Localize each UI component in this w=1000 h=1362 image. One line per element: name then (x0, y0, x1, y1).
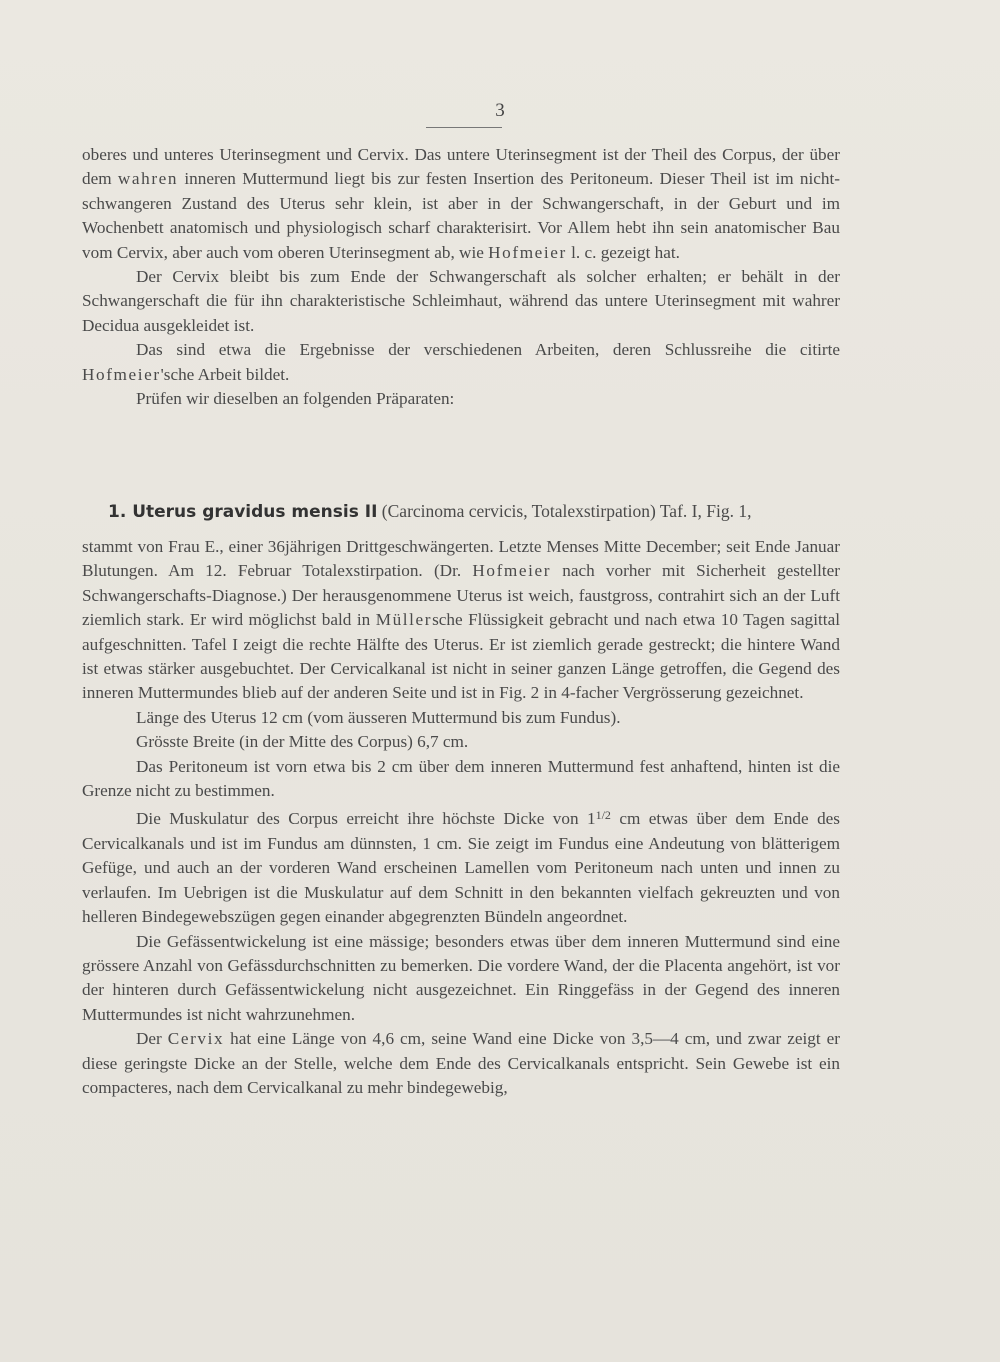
page-number-rule (426, 127, 502, 128)
body-paragraph-6: Die Gefässentwickelung ist eine mässige; besonders etwas über dem inneren Muttermund sind eine grössere Anzahl von Gefässdurchschnitten zu bemerken. Die vordere Wand, der die Placenta angehört, ist vor der hinteren durch Gefässentwickelung nicht ausgezeichnet. Ein Ringgefäss in der Gegend des inneren Muttermundes ist nicht wahrzunehmen. (82, 931, 840, 1024)
intro-paragraph-2: Der Cervix bleibt bis zum Ende der Schwangerschaft als solcher erhalten; er behält in der Schwangerschaft die für ihn charakteristische Schleimhaut, während das untere Uterinsegment mit wahrer Decidua ausgekleidet ist. (82, 267, 840, 335)
body-paragraph-3: Grösste Breite (in der Mitte des Corpus) 6,7 cm. (136, 732, 469, 752)
intro-text (82, 143, 840, 411)
body-paragraph-2: Länge des Uterus 12 cm (vom äusseren Muttermund bis zum Fundus). (136, 707, 621, 727)
section-heading (108, 498, 848, 525)
body-text (82, 535, 840, 1100)
page-number: 3 (495, 100, 505, 121)
intro-paragraph-1: oberes und unteres Uterinsegment und Cervix. Das untere Uterinsegment ist der Theil des Corpus, der über dem wahren inneren Muttermund liegt bis zur festen Insertion des Peritoneum. Dieser Theil ist im nicht-schwangeren Zustand des Uterus sehr klein, ist aber in der Schwangerschaft, in der Geburt und im Wochenbett anatomisch und physiologisch scharf charakterisirt. Vor Allem hebt ihn sein anatomischer Bau vom Cervix, aber auch vom oberen Uterinsegment ab, wie Hofmeier l. c. gezeigt hat. (82, 145, 840, 262)
intro-paragraph-3: Das sind etwa die Ergebnisse der verschiedenen Arbeiten, deren Schlussreihe die citirte Hofmeier'sche Arbeit bildet. (82, 340, 840, 384)
intro-paragraph-4: Prüfen wir dieselben an folgenden Präparaten: (136, 389, 455, 409)
body-paragraph-7: Der Cervix hat eine Länge von 4,6 cm, seine Wand eine Dicke von 3,5—4 cm, und zwar zeigt er diese geringste Dicke an der Stelle, welche dem Ende des Cervicalkanals entspricht. Sein Gewebe ist ein compacteres, nach dem Cervicalkanal zu mehr bindegewebig, (82, 1029, 841, 1097)
body-paragraph-4: Das Peritoneum ist vorn etwa bis 2 cm über dem inneren Muttermund fest anhaftend, hinten ist die Grenze nicht zu bestimmen. (82, 756, 840, 801)
body-paragraph-5: Die Muskulatur des Corpus erreicht ihre höchste Dicke von $1^{1/2}$ cm etwas über dem Ende des Cervicalkanals und ist im Fundus am dünnsten, 1 cm. Sie zeigt im Fundus eine Andeutung von blätterigem Gefüge, und auch an der vorderen Wand erscheinen Lamellen vom Peritoneum nach unten und innen zu verlaufen. Im Uebrigen ist die Muskulatur auf dem Schnitt in den bekannten vielfach gekreuzten und von helleren Bindegewebszügen gegen einander abgegrenzten Bündeln angeordnet. (82, 808, 840, 927)
section-heading-subtitle: (Carcinoma cervicis, Totalexstirpation) Taf. I, Fig. 1, (377, 501, 752, 521)
section-heading-title: 1. Uterus gravidus mensis II (108, 502, 378, 522)
body-paragraph-1: stammt von Frau E., einer 36jährigen Drittgeschwängerten. Letzte Menses Mitte December; seit Ende Januar Blutungen. Am 12. Februar Totalexstirpation. (Dr. Hofmeier nach vorher mit Sicherheit gestellter Schwangerschafts-Diagnose.) Der herausgenommene Uterus ist weich, faustgross, contrahirt sich an der Luft ziemlich stark. Er wird möglichst bald in Müllersche Flüssigkeit gebracht und nach etwa 10 Tagen sagittal aufgeschnitten. Tafel I zeigt die rechte Hälfte des Uterus. Er ist ziemlich gerade gestreckt; die hintere Wand ist etwas stärker ausgebuchtet. Der Cervicalkanal ist nicht in seiner ganzen Länge getroffen, die Gegend des inneren Muttermundes blieb auf der anderen Seite und ist in Fig. 2 in 4-facher Vergrösserung gezeichnet. (82, 537, 840, 703)
